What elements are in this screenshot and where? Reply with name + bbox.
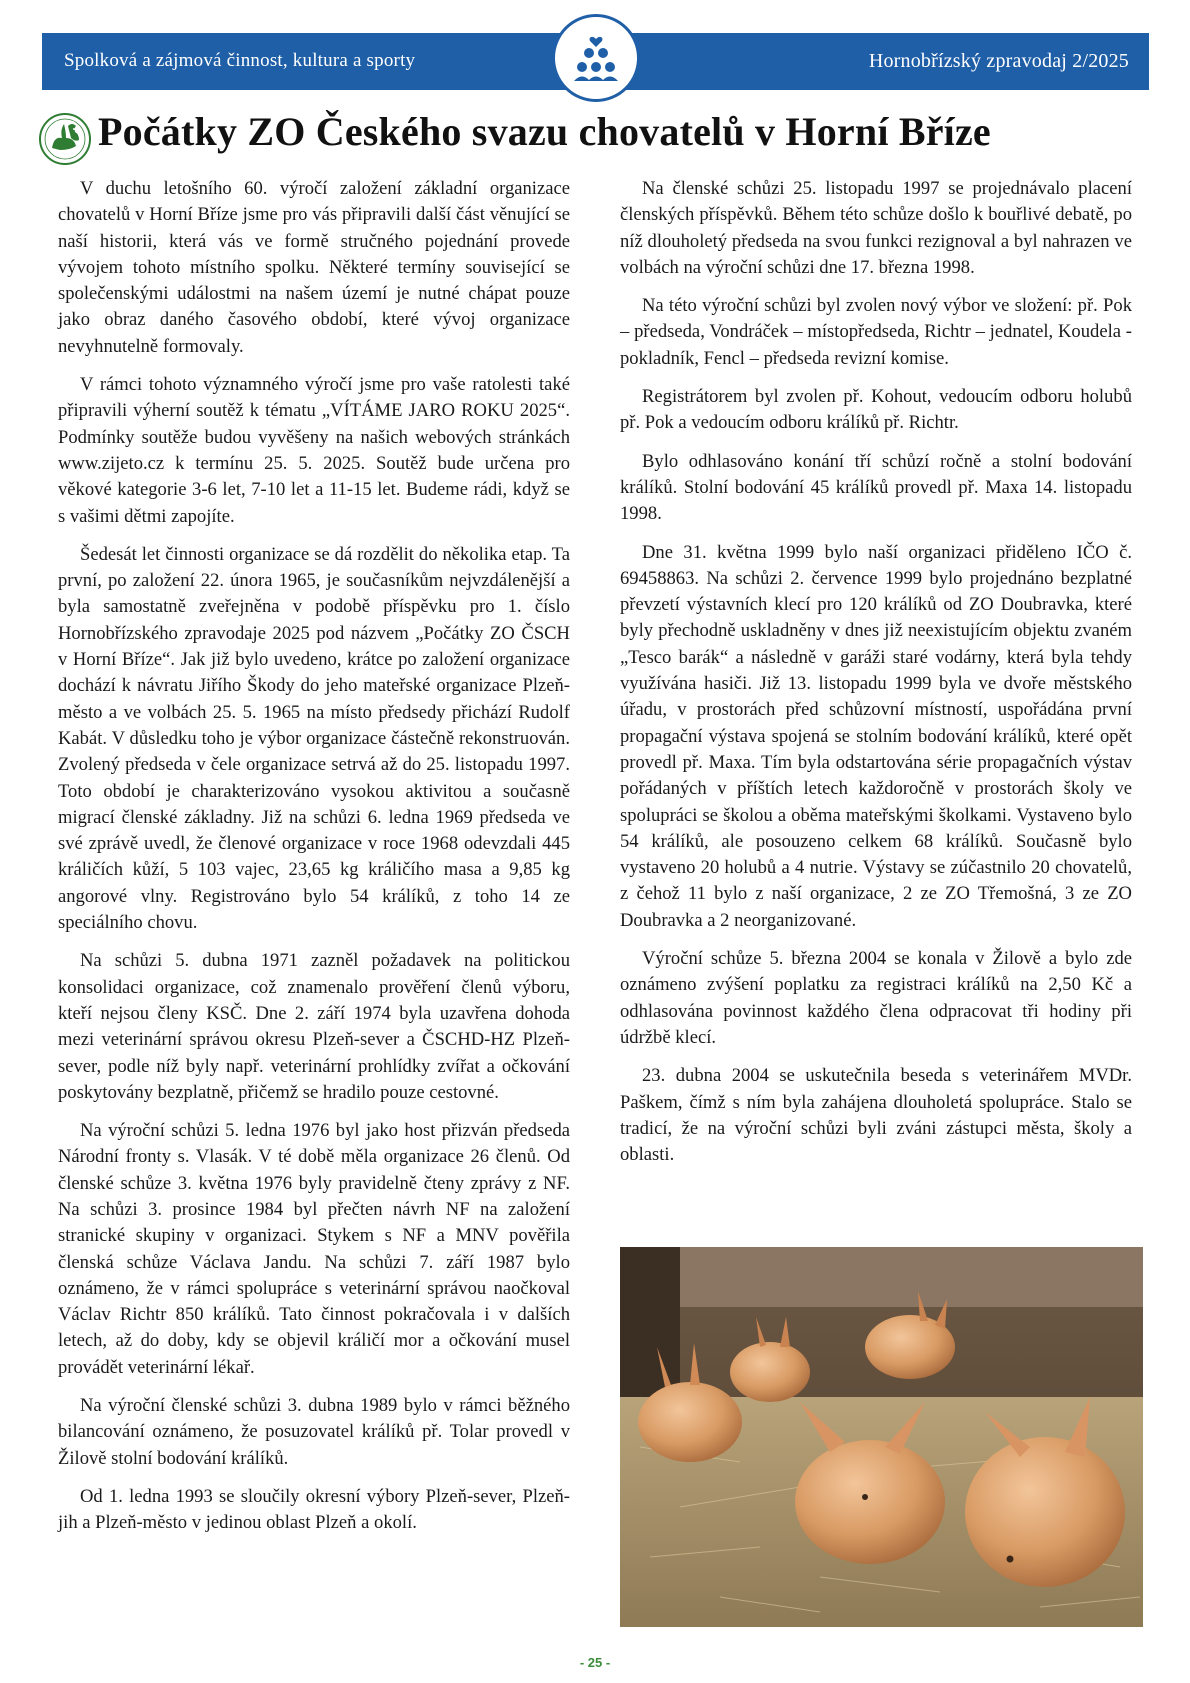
paragraph: Bylo odhlasováno konání tří schůzí ročně a stolní bodování králíků. Stolní bodování 45 králíků provedl př. Maxa 14. listopadu 1998. [620,450,1132,525]
paragraph: Registrátorem byl zvolen př. Kohout, vedoucím odboru holubů př. Pok a vedoucím odboru králíků př. Richtr. [620,386,1132,434]
paragraph: Dne 31. května 1999 bylo naší organizaci přiděleno IČO č. 69458863. Na schůzi 2. července 1999 bylo projednáno bezplatné převzetí výstavních klecí pro 120 králíků od ZO Doubravka, které byly přechodně uskladněny v dnes již neexistujícím objektu zvaném „Tesco barák“ a následně v garáži staré vodárny, která byla tehdy využívána hasiči. Již 13. listopadu 1999 byla ve dvoře městského úřadu, v prostorách před schůzovní místností, uspořádána první propagační výstava spojená se stolním bodování králíků, které opět provedl př. Maxa. Tím byla odstartována série propagačních výstav pořádaných v příštích letech každoročně v prostorách školy ve spolupráci se školou a oběma mateřskými školkami. Vystaveno bylo 54 králíků, ale posouzeno celkem 68 králíků. Současně bylo vystaveno 20 holubů a 4 nutrie. Výstavy se zúčastnilo 20 chovatelů, z čehož 11 bylo z naší organizace, 2 ze ZO Třemošná, 3 ze ZO Doubravka a 2 neorganizované. [620,541,1132,931]
paragraph: 23. dubna 2004 se uskutečnila beseda s veterinářem MVDr. Paškem, čímž s ním byla zahájena dlouholetá spolupráce. Stalo se tradicí, že na výroční schůzi byli zváni zástupci města, školy a oblasti. [620,1065,1132,1166]
left-text-column [58,176,570,1549]
article-title: Počátky ZO Českého svazu chovatelů v Horní Bříze [98,109,991,154]
paragraph: Od 1. ledna 1993 se sloučily okresní výbory Plzeň-sever, Plzeň-jih a Plzeň-město v jedinou oblast Plzeň a okolí. [58,1485,570,1534]
paragraph: Na členské schůzi 25. listopadu 1997 se projednávalo placení členských příspěvků. Během této schůze došlo k bouřlivé debatě, po níž dlouholetý předseda na svou funkci rezignoval a byl nahrazen ve volbách na výroční schůzi dne 17. března 1998. [620,178,1132,278]
rabbits-in-straw-photo-icon [620,1247,1143,1627]
rabbit-rooster-club-logo-icon [38,112,92,166]
paragraph: Výroční schůze 5. března 2004 se konala v Žilově a bylo zde oznámeno zvýšení poplatku za registraci králíků na 2,50 Kč a odhlasována povinnost každého člena odpracovat tři hodiny při údržbě klecí. [620,948,1132,1048]
paragraph: Na výroční členské schůzi 3. dubna 1989 bylo v rámci běžného bilancování oznámeno, že posuzovatel králíků př. Tolar provedl v Žilově stolní bodování králíků. [58,1395,570,1469]
right-text-column [620,176,1132,1180]
paragraph: V duchu letošního 60. výročí založení základní organizace chovatelů v Horní Bříze jsme pro vás připravili další část věnující se naší historii, která vás ve formě stručného pojednání provede vývojem tohoto místního spolku. Některé termíny související se společenskými událostmi na našem území je nutné chápat pouze jako obraz daného časového období, které vývoj organizace nevyhnutelně formovaly. [58,178,570,357]
paragraph: V rámci tohoto významného výročí jsme pro vaše ratolesti také připravili výherní soutěž k tématu „VÍTÁME JARO ROKU 2025“. Podmínky soutěže budou vyvěšeny na našich webových stránkách www.zijeto.cz k termínu 25. 5. 2025. Soutěž bude určena pro věkové kategorie 3-6 let, 7-10 let a 11-15 let. Budeme rádi, když se s vašimi dětmi zapojíte. [58,374,570,527]
paragraph: Na této výroční schůzi byl zvolen nový výbor ve složení: př. Pok – předseda, Vondráček – místopředseda, Richtr – jednatel, Koudela - pokladník, Fencl – předseda revizní komise. [620,295,1132,369]
paragraph: Na výroční schůzi 5. ledna 1976 byl jako host přizván předseda Národní fronty s. Vlasák. V té době měla organizace 26 členů. Od členské schůze 3. května 1976 byly pravidelně čteny zprávy z NF. Na schůzi 3. prosince 1984 byl přečten návrh NF na založení stranické skupiny v organizaci. Stykem s NF a MNV pověřila členská schůze Václava Jandu. Na schůzi 7. září 1987 bylo oznámeno, že v rámci spolupráce s veterinární správou naočkoval Václav Richtr 850 králíků. Tato činnost pokračovala i v dalších letech, až do doby, kdy se objevil králičí mor a očkování musel provádět veterinární lékař. [58,1120,570,1378]
section-name: Spolková a zájmová činnost, kultura a sporty [64,50,416,71]
paragraph: Na schůzi 5. dubna 1971 zazněl požadavek na politickou konsolidaci organizace, což znamenalo prověření členů výboru, kteří nejsou členy KSČ. Dne 2. září 1974 byla uzavřena dohoda mezi veterinární správou okresu Plzeň-sever a ČSCHD-HZ Plzeň-sever, podle níž byly např. veterinární prohlídky zvířat a očkování poskytovány bezplatně, přičemž se hradilo pouze cestovné. [58,950,570,1103]
people-heart-logo-icon [552,14,640,102]
paragraph: Šedesát let činnosti organizace se dá rozdělit do několika etap. Ta první, po založení 22. února 1965, je současníkům nejvzdálenější a byla samostatně zveřejněna v podobě příspěvku pro 1. číslo Hornobřízského zpravodaje 2025 pod názvem „Počátky ZO ČSCH v Horní Bříze“. Jak již bylo uvedeno, krátce po založení organizace dochází k návratu Jiřího Škody do jeho mateřské organizace Plzeň-město a ve volbách 25. 5. 1965 na místo předsedy přichází Rudolf Kabát. V důsledku toho je výbor organizace částečně rekonstruován. Zvolený předseda v čele organizace setrvá až do 25. listopadu 1997. Toto období je charakterizováno vysokou aktivitou a současně migrací členské základny. Již na schůzi 6. ledna 1969 předseda ve své zprávě uvedl, že členové organizace v roce 1968 odevzdali 445 králičích kůží, 5 103 vajec, 23,65 kg králičího masa a 9,85 kg angorové vlny. Registrováno bylo 54 králíků, z toho 14 ze speciálního chovu. [58,543,570,934]
issue-name: Hornobřízský zpravodaj 2/2025 [868,50,1129,72]
article-title-row [38,108,1153,168]
page-number: - 25 - [579,1655,611,1670]
